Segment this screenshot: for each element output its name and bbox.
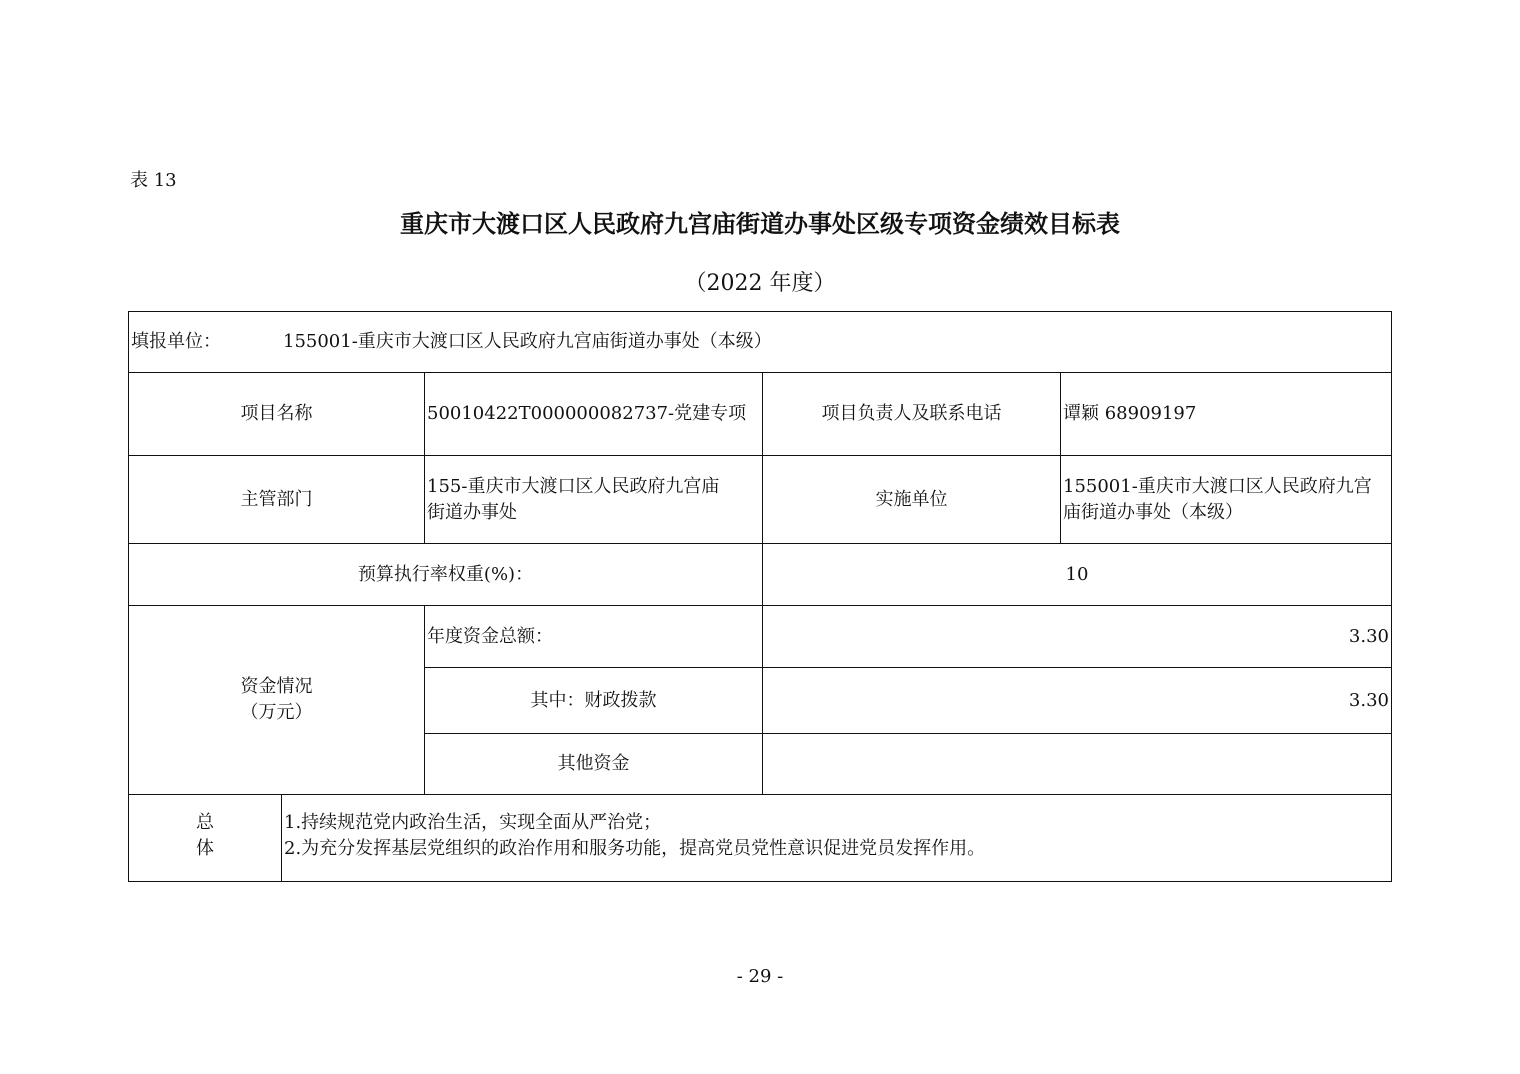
table-number-label: 表 13 xyxy=(130,170,177,191)
filler-value: 155001-重庆市大渡口区人民政府九宫庙街道办事处（本级） xyxy=(283,331,772,352)
implementer-value xyxy=(1061,456,1391,543)
implementer-value-line2: 庙街道办事处（本级） xyxy=(1063,501,1243,523)
annual-total-value: 3.30 xyxy=(1348,625,1389,647)
contact-label: 项目负责人及联系电话 xyxy=(821,403,1002,424)
performance-goal-table xyxy=(128,311,1392,882)
department-value xyxy=(425,456,762,543)
annual-total-label: 年度资金总额： xyxy=(427,625,553,647)
page-number: - 29 - xyxy=(736,966,784,987)
implementer-label: 实施单位 xyxy=(875,488,948,510)
fiscal-allocation-value: 3.30 xyxy=(1348,689,1389,711)
implementer-value-line1: 155001-重庆市大渡口区人民政府九宫 xyxy=(1063,475,1372,497)
funds-label-line1: 资金情况 xyxy=(240,676,313,697)
document-title: 重庆市大渡口区人民政府九宫庙街道办事处区级专项资金绩效目标表 xyxy=(400,209,1120,238)
project-name-label: 项目名称 xyxy=(240,403,313,424)
funds-label xyxy=(129,606,424,794)
contact-value: 谭颖 68909197 xyxy=(1063,403,1197,424)
other-funds-value xyxy=(763,734,1391,794)
budget-weight-value: 10 xyxy=(1065,563,1089,585)
filler-label: 填报单位： xyxy=(131,331,221,352)
overall-goal-item-1: 1.持续规范党内政治生活，实现全面从严治党； xyxy=(284,812,662,833)
department-value-line2: 街道办事处 xyxy=(427,501,517,523)
department-label: 主管部门 xyxy=(240,488,313,510)
department-value-line1: 155-重庆市大渡口区人民政府九宫庙 xyxy=(427,475,720,497)
table-border-right xyxy=(1391,311,1392,882)
overall-goal-item-2: 2.为充分发挥基层党组织的政治作用和服务功能，提高党员党性意识促进党员发挥作用。 xyxy=(284,838,986,859)
budget-weight-label: 预算执行率权重(%)： xyxy=(357,563,534,585)
table-border-bottom xyxy=(128,881,1392,882)
project-name-value: 50010422T000000082737-党建专项 xyxy=(427,403,747,424)
funds-label-line2: （万元） xyxy=(240,702,313,723)
overall-goal-content xyxy=(282,810,1391,870)
overall-goal-label xyxy=(129,810,281,870)
overall-goal-label-line1: 总 xyxy=(196,812,214,833)
fiscal-allocation-label: 其中：财政拨款 xyxy=(530,689,657,711)
other-funds-label: 其他资金 xyxy=(557,753,630,774)
overall-goal-label-line2: 体 xyxy=(196,838,214,859)
document-year-subtitle: （2022 年度） xyxy=(684,271,836,296)
row-divider-5 xyxy=(128,794,1392,795)
